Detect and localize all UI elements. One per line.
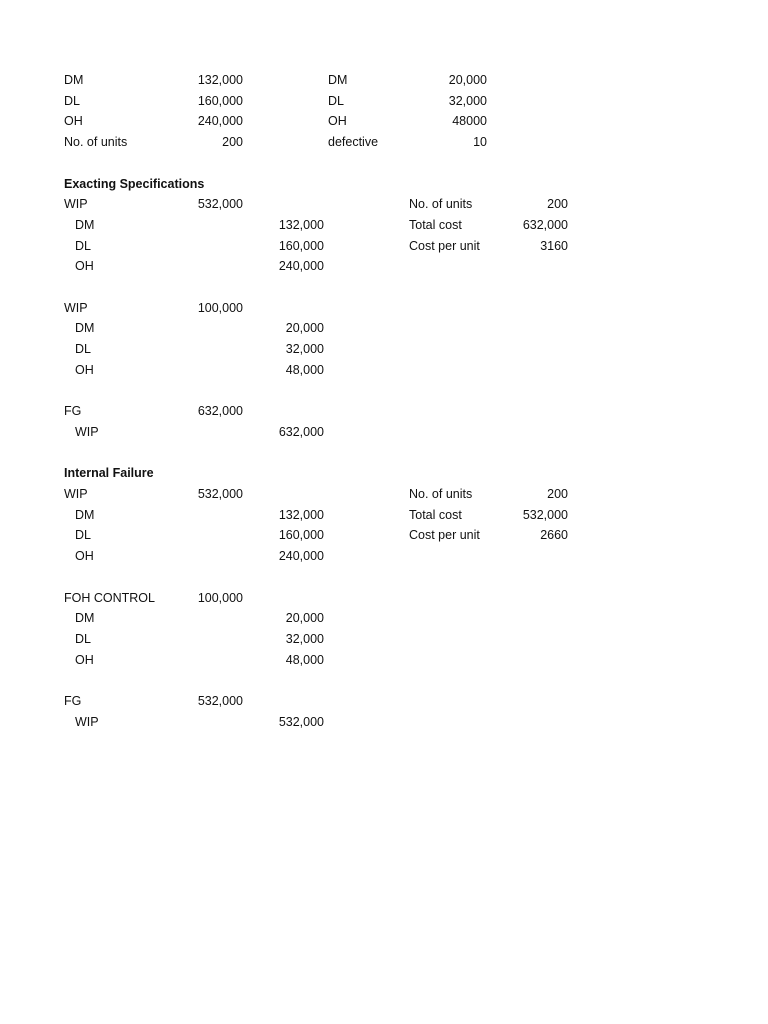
sheet-cell: 240,000 xyxy=(278,549,324,564)
sheet-cell: OH xyxy=(75,362,94,377)
sheet-cell: OH xyxy=(328,114,347,129)
sheet-cell: Total cost xyxy=(409,217,462,232)
sheet-cell: DL xyxy=(328,93,344,108)
sheet-cell: 632,000 xyxy=(197,404,243,419)
sheet-cell: 200 xyxy=(547,197,568,212)
section-heading: Internal Failure xyxy=(64,466,154,481)
sheet-cell: 20,000 xyxy=(285,321,324,336)
sheet-cell: 132,000 xyxy=(278,217,324,232)
sheet-cell: 532,000 xyxy=(197,197,243,212)
sheet-cell: 532,000 xyxy=(197,694,243,708)
sheet-cell: FG xyxy=(64,404,82,419)
sheet-cell: 3160 xyxy=(540,238,568,253)
sheet-cell: defective xyxy=(328,135,379,150)
sheet-cell: OH xyxy=(75,259,94,274)
sheet-cell: 132,000 xyxy=(278,507,324,522)
sheet-cell: DM xyxy=(328,73,348,87)
sheet-cell: 160,000 xyxy=(278,238,324,253)
sheet-cell: DL xyxy=(75,238,91,253)
sheet-cell: 20,000 xyxy=(448,73,487,87)
sheet-cell: DM xyxy=(64,73,84,87)
sheet-cell: DL xyxy=(75,528,91,543)
sheet-cell: 632,000 xyxy=(278,424,324,439)
sheet-cell: 32,000 xyxy=(448,93,487,108)
sheet-cell: 2660 xyxy=(540,528,568,543)
sheet-cell: WIP xyxy=(75,714,99,729)
sheet-cell: 20,000 xyxy=(285,611,324,626)
sheet-cell: Cost per unit xyxy=(409,238,480,253)
sheet-cell: 32,000 xyxy=(285,631,324,646)
sheet-cell: DM xyxy=(75,507,95,522)
sheet-cell: 160,000 xyxy=(278,528,324,543)
section-heading: Exacting Specifications xyxy=(64,176,205,191)
sheet-cell: FG xyxy=(64,694,82,708)
sheet-cell: OH xyxy=(75,549,94,564)
sheet-cell: DM xyxy=(75,321,95,336)
sheet-cell: FOH CONTROL xyxy=(64,590,155,605)
sheet-cell: 200 xyxy=(547,487,568,501)
sheet-cell: 100,000 xyxy=(197,590,243,605)
sheet-cell: DL xyxy=(75,342,91,357)
sheet-cell: OH xyxy=(64,114,83,129)
sheet-cell: 10 xyxy=(473,135,487,150)
sheet-cell: DL xyxy=(64,93,80,108)
sheet-cell: 532,000 xyxy=(197,487,243,501)
sheet-cell: 48,000 xyxy=(285,362,324,377)
sheet-cell: 632,000 xyxy=(522,217,568,232)
sheet-cell: No. of units xyxy=(409,197,473,212)
sheet-cell: 200 xyxy=(222,135,243,150)
sheet-cell: Total cost xyxy=(409,507,462,522)
sheet-cell: 100,000 xyxy=(197,300,243,315)
sheet-cell: 532,000 xyxy=(278,714,324,729)
sheet-cell: DL xyxy=(75,631,91,646)
sheet-cell: 132,000 xyxy=(197,73,243,87)
sheet-cell: OH xyxy=(75,652,94,667)
sheet-cell: 48000 xyxy=(452,114,487,129)
sheet-cell: Cost per unit xyxy=(409,528,480,543)
sheet-cell: WIP xyxy=(64,487,88,501)
sheet-cell: 48,000 xyxy=(285,652,324,667)
sheet-cell: 240,000 xyxy=(278,259,324,274)
sheet-cell: WIP xyxy=(64,300,88,315)
sheet-cell: No. of units xyxy=(64,135,128,150)
sheet-cell: No. of units xyxy=(409,487,473,501)
sheet-cell: DM xyxy=(75,217,95,232)
sheet-cell: 532,000 xyxy=(522,507,568,522)
sheet-cell: 160,000 xyxy=(197,93,243,108)
sheet-cell: 32,000 xyxy=(285,342,324,357)
sheet-cell: DM xyxy=(75,611,95,626)
sheet-cell: 240,000 xyxy=(197,114,243,129)
sheet-cell: WIP xyxy=(64,197,88,212)
sheet-cell: WIP xyxy=(75,424,99,439)
